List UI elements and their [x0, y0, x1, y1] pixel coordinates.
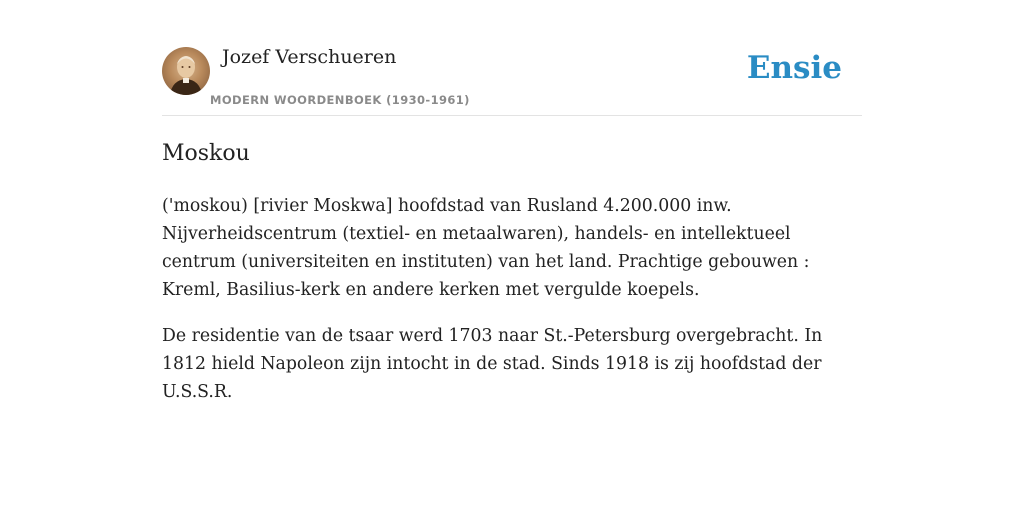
avatar[interactable]	[162, 47, 210, 95]
entry-title: Moskou	[162, 141, 250, 166]
article	[162, 138, 862, 424]
source-title[interactable]: MODERN WOORDENBOEK (1930-1961)	[210, 93, 470, 107]
entry-header	[162, 44, 862, 116]
author-name[interactable]: Jozef Verschueren	[222, 46, 397, 68]
entry-paragraph: De residentie van de tsaar werd 1703 naar St.-Petersburg overgebracht. In 1812 hield Napoleon zijn intocht in de stad. Sinds 1918 is zij hoofdstad der U.S.S.R.	[162, 326, 823, 402]
entry-paragraph: ('moskou) [rivier Moskwa] hoofdstad van Rusland 4.200.000 inw. Nijverheidscentrum (textiel- en metaalwaren), handels- en intellektueel centrum (universiteiten en instituten) van het land. Prachtige gebouwen : Kreml, Basilius-kerk en andere kerken met vergulde koepels.	[162, 196, 810, 300]
author-portrait-icon	[162, 47, 210, 95]
ensie-logo[interactable]: Ensie	[746, 50, 842, 86]
